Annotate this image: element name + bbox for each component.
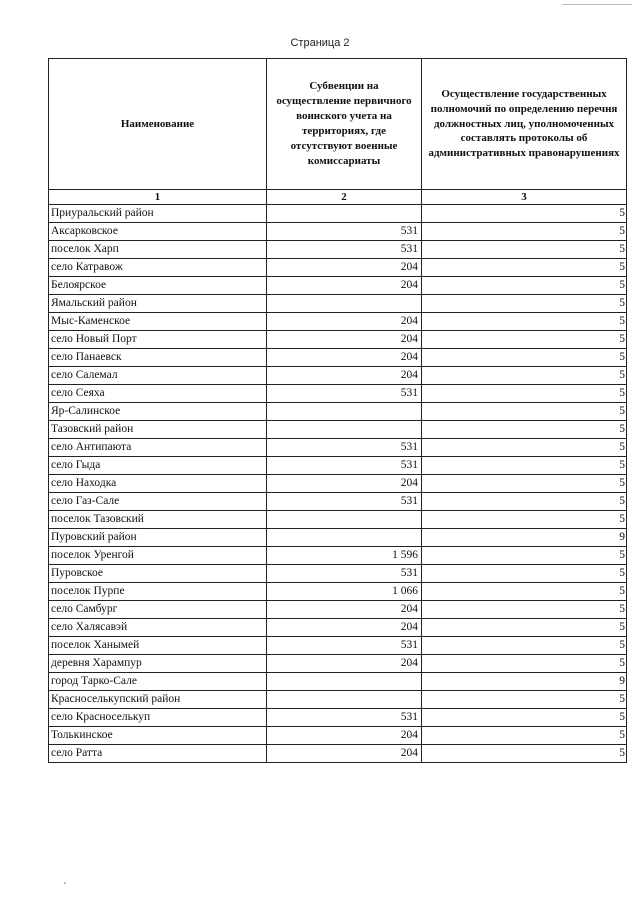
row-name-cell: Пуровское bbox=[49, 565, 267, 583]
column-number-2: 2 bbox=[267, 190, 422, 205]
table-row bbox=[49, 403, 627, 421]
row-col3-cell: 5 bbox=[422, 655, 627, 673]
row-col2-cell: 204 bbox=[267, 727, 422, 745]
row-name-cell: село Самбург bbox=[49, 601, 267, 619]
row-col3-cell: 5 bbox=[422, 547, 627, 565]
row-col3-cell: 5 bbox=[422, 385, 627, 403]
row-col2-cell bbox=[267, 529, 422, 547]
table-row bbox=[49, 295, 627, 313]
header-name: Наименование bbox=[49, 59, 267, 190]
row-col3-cell: 5 bbox=[422, 619, 627, 637]
table-row bbox=[49, 493, 627, 511]
table-row bbox=[49, 709, 627, 727]
row-col3-cell: 5 bbox=[422, 421, 627, 439]
table-row bbox=[49, 259, 627, 277]
row-col2-cell bbox=[267, 691, 422, 709]
row-col3-cell: 5 bbox=[422, 745, 627, 763]
table-row bbox=[49, 619, 627, 637]
row-col3-cell: 5 bbox=[422, 637, 627, 655]
header-row bbox=[49, 59, 627, 190]
table-row bbox=[49, 565, 627, 583]
row-col2-cell: 1 596 bbox=[267, 547, 422, 565]
row-name-cell: поселок Тазовский bbox=[49, 511, 267, 529]
row-col2-cell: 531 bbox=[267, 637, 422, 655]
row-col3-cell: 9 bbox=[422, 529, 627, 547]
row-name-cell: село Красноселькуп bbox=[49, 709, 267, 727]
row-name-cell: Приуральский район bbox=[49, 205, 267, 223]
row-col2-cell: 531 bbox=[267, 241, 422, 259]
row-col2-cell: 204 bbox=[267, 367, 422, 385]
table-row bbox=[49, 439, 627, 457]
row-name-cell: поселок Ханымей bbox=[49, 637, 267, 655]
row-name-cell: Белоярское bbox=[49, 277, 267, 295]
row-col2-cell bbox=[267, 403, 422, 421]
table-row bbox=[49, 727, 627, 745]
row-col2-cell bbox=[267, 205, 422, 223]
row-col3-cell: 5 bbox=[422, 709, 627, 727]
row-col3-cell: 5 bbox=[422, 331, 627, 349]
table-row bbox=[49, 313, 627, 331]
row-col3-cell: 5 bbox=[422, 583, 627, 601]
row-col3-cell: 5 bbox=[422, 727, 627, 745]
row-name-cell: деревня Харампур bbox=[49, 655, 267, 673]
header-military-registration: Субвенции на осуществление первичного воинского учета на территориях, где отсутствуют военные комиссариаты bbox=[267, 59, 422, 190]
row-col3-cell: 5 bbox=[422, 403, 627, 421]
row-name-cell: село Газ-Сале bbox=[49, 493, 267, 511]
row-col2-cell bbox=[267, 673, 422, 691]
row-col2-cell: 1 066 bbox=[267, 583, 422, 601]
row-col3-cell: 5 bbox=[422, 565, 627, 583]
table-row bbox=[49, 385, 627, 403]
scan-speck bbox=[64, 882, 66, 884]
row-col3-cell: 5 bbox=[422, 457, 627, 475]
row-name-cell: Ямальский район bbox=[49, 295, 267, 313]
row-col3-cell: 5 bbox=[422, 439, 627, 457]
row-name-cell: село Салемал bbox=[49, 367, 267, 385]
table-row bbox=[49, 511, 627, 529]
row-col3-cell: 5 bbox=[422, 313, 627, 331]
table-row bbox=[49, 241, 627, 259]
row-col2-cell bbox=[267, 421, 422, 439]
row-col3-cell: 5 bbox=[422, 349, 627, 367]
row-col2-cell: 531 bbox=[267, 493, 422, 511]
table-row bbox=[49, 583, 627, 601]
row-col3-cell: 9 bbox=[422, 673, 627, 691]
row-col3-cell: 5 bbox=[422, 367, 627, 385]
table-row bbox=[49, 277, 627, 295]
row-name-cell: село Панаевск bbox=[49, 349, 267, 367]
row-col2-cell: 204 bbox=[267, 655, 422, 673]
row-name-cell: село Гыда bbox=[49, 457, 267, 475]
row-name-cell: Яр-Салинское bbox=[49, 403, 267, 421]
row-col2-cell: 531 bbox=[267, 709, 422, 727]
row-name-cell: село Новый Порт bbox=[49, 331, 267, 349]
row-name-cell: Красноселькупский район bbox=[49, 691, 267, 709]
row-col2-cell: 531 bbox=[267, 457, 422, 475]
table-row bbox=[49, 691, 627, 709]
row-name-cell: село Находка bbox=[49, 475, 267, 493]
row-name-cell: село Катравож bbox=[49, 259, 267, 277]
row-name-cell: село Ратта bbox=[49, 745, 267, 763]
row-col2-cell: 531 bbox=[267, 385, 422, 403]
row-col3-cell: 5 bbox=[422, 295, 627, 313]
column-numbers-row bbox=[49, 190, 627, 205]
column-number-1: 1 bbox=[49, 190, 267, 205]
row-col3-cell: 5 bbox=[422, 601, 627, 619]
row-col2-cell: 204 bbox=[267, 259, 422, 277]
table-row bbox=[49, 205, 627, 223]
row-col3-cell: 5 bbox=[422, 475, 627, 493]
row-name-cell: Тазовский район bbox=[49, 421, 267, 439]
row-col3-cell: 5 bbox=[422, 205, 627, 223]
header-state-powers: Осуществление государственных полномочий по определению перечня должностных лиц, уполномоченных составлять протоколы об административных правонарушениях bbox=[422, 59, 627, 190]
row-col3-cell: 5 bbox=[422, 493, 627, 511]
row-name-cell: Мыс-Каменское bbox=[49, 313, 267, 331]
row-col2-cell: 204 bbox=[267, 475, 422, 493]
row-col3-cell: 5 bbox=[422, 691, 627, 709]
table-row bbox=[49, 655, 627, 673]
table-row bbox=[49, 637, 627, 655]
page-label: Страница 2 bbox=[290, 37, 350, 49]
table-row bbox=[49, 547, 627, 565]
row-col2-cell: 531 bbox=[267, 439, 422, 457]
table-row bbox=[49, 367, 627, 385]
row-col3-cell: 5 bbox=[422, 259, 627, 277]
row-name-cell: поселок Уренгой bbox=[49, 547, 267, 565]
row-name-cell: село Халясавэй bbox=[49, 619, 267, 637]
table-row bbox=[49, 745, 627, 763]
row-col2-cell: 204 bbox=[267, 349, 422, 367]
row-name-cell: город Тарко-Сале bbox=[49, 673, 267, 691]
row-name-cell: Пуровский район bbox=[49, 529, 267, 547]
row-col2-cell bbox=[267, 295, 422, 313]
row-col2-cell: 204 bbox=[267, 331, 422, 349]
row-col2-cell: 204 bbox=[267, 313, 422, 331]
row-col2-cell: 531 bbox=[267, 565, 422, 583]
row-col2-cell: 204 bbox=[267, 619, 422, 637]
table-row bbox=[49, 475, 627, 493]
row-name-cell: поселок Харп bbox=[49, 241, 267, 259]
row-col3-cell: 5 bbox=[422, 241, 627, 259]
row-name-cell: Толькинское bbox=[49, 727, 267, 745]
row-col2-cell: 204 bbox=[267, 745, 422, 763]
table-row bbox=[49, 673, 627, 691]
row-col3-cell: 5 bbox=[422, 277, 627, 295]
table-row bbox=[49, 529, 627, 547]
row-col3-cell: 5 bbox=[422, 223, 627, 241]
table-row bbox=[49, 331, 627, 349]
column-number-3: 3 bbox=[422, 190, 627, 205]
table-row bbox=[49, 421, 627, 439]
table-row bbox=[49, 223, 627, 241]
row-name-cell: поселок Пурпе bbox=[49, 583, 267, 601]
table-row bbox=[49, 457, 627, 475]
table-row bbox=[49, 349, 627, 367]
scan-edge-mark bbox=[562, 4, 632, 5]
row-col3-cell: 5 bbox=[422, 511, 627, 529]
table-row bbox=[49, 601, 627, 619]
row-name-cell: село Сеяха bbox=[49, 385, 267, 403]
row-name-cell: Аксарковское bbox=[49, 223, 267, 241]
row-col2-cell: 204 bbox=[267, 601, 422, 619]
row-name-cell: село Антипаюта bbox=[49, 439, 267, 457]
row-col2-cell: 204 bbox=[267, 277, 422, 295]
row-col2-cell: 531 bbox=[267, 223, 422, 241]
row-col2-cell bbox=[267, 511, 422, 529]
table-body bbox=[49, 205, 627, 763]
subsidy-table bbox=[48, 58, 627, 763]
